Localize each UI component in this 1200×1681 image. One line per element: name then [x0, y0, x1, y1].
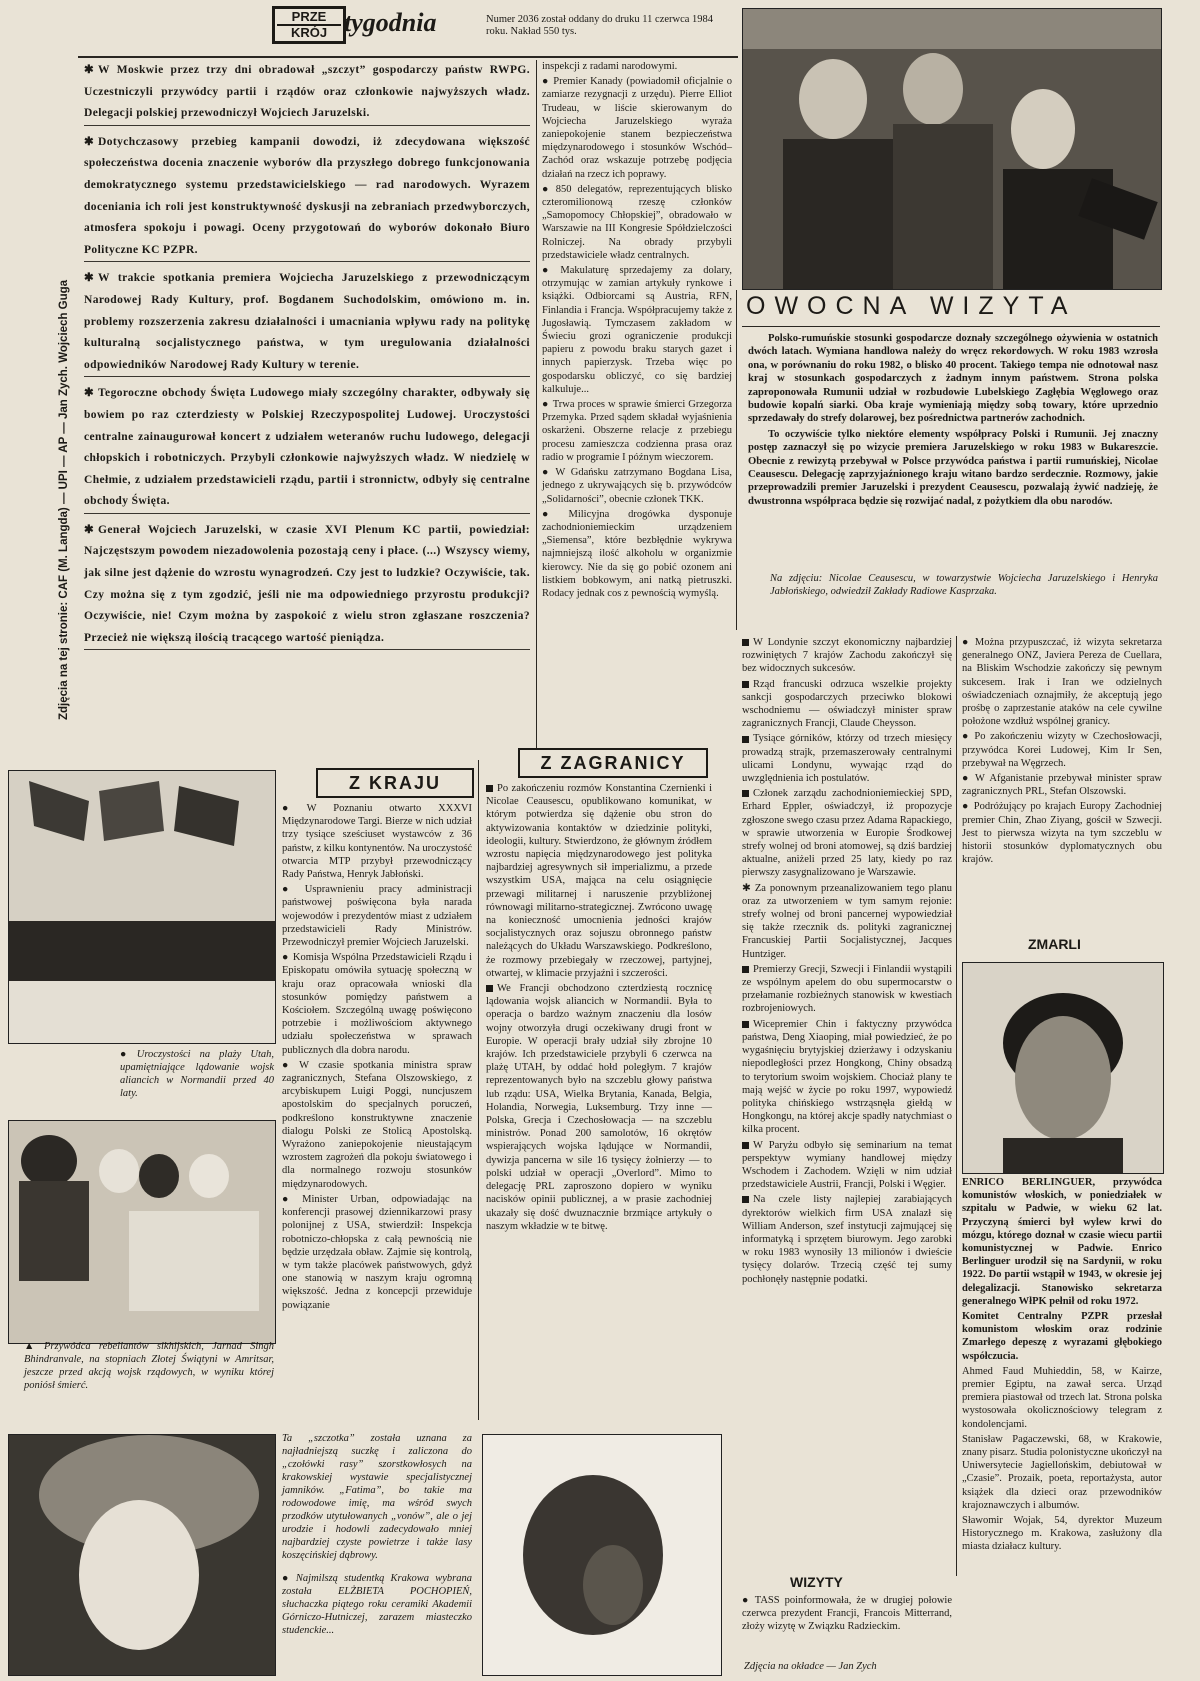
owocna-photo-caption: Na zdjęciu: Nicolae Ceausescu, w towarzystwie Wojciecha Jaruzelskiego i Henryka Jabłońskiego, odwiedził Zakłady Radiowe Kasprzaka. — [770, 573, 1158, 597]
masthead-rule — [78, 56, 738, 58]
lead-item: ✱ Dotychczasowy przebieg kampanii dowodzi, iż zdecydowana większość społeczeństwa docenia znaczenie wyborów dla przyszłego dobrego funkcjonowania demokratycznego systemu przedstawicielskiego — rad narodowych. Wyrazem doceniania ich roli jest konstruktywność dyskusji na zebraniach przedwyborczych, atmosfera spokoju i powagi. Oceny przygotowań do wyborów dokonało Biuro Polityczne KC PZPR. — [84, 132, 530, 263]
owocna-wizyta-title: OWOCNA WIZYTA — [746, 292, 1077, 320]
z-zagranicy-item: Wicepremier Chin i faktyczny przywódca państwa, Deng Xiaoping, miał powiedzieć, że po wygaśnięciu brytyjskiej dzierżawy i odzyskaniu niepodległości przez Hongkong, Chiny obsadzą to terytorium swoim wojskiem. Chociaż plany te mają wejść w życie po roku 1997, wypowiedź polityka chińskiego wstrząsnęła giełdą w Hongkongu, na której akcje spadły natychmiast o kilka procent. — [742, 1018, 952, 1136]
middle-news-item: ● Trwa proces w sprawie śmierci Grzegorza Przemyka. Przed sądem składał wyjaśnienia oskarżeni. Obszerne relacje z przebiegu procesu zamieszcza codzienna prasa oraz radio w programie I późnym wieczorem. — [542, 399, 732, 463]
z-zagranicy-item: Tysiące górników, którzy od trzech miesięcy prowadzą strajk, przemaszerowały centralnymi ulicami Londynu, wywając rząd do uwzględnienia ich postulatów. — [742, 733, 952, 785]
z-kraju-item: ● Minister Urban, odpowiadając na konferencji prasowej dziennikarzowi prasy polonijnej z USA, stwierdził: Inspekcja robotniczo-chłopska z całą pewnością nie będzie urzędzała obław. Zajmie się kontrolą, w tym także placówek państwowych, gdyż one stanowią w naszym kraju ogromną większość. Jedna z koncepcji przewiduje powiązanie — [282, 1193, 472, 1311]
student-caption: ● Najmilszą studentką Krakowa wybrana została ELŻBIETA POCHOPIEŃ, słuchaczka piątego roku ceramiki Akademii Górniczo-Hutniczej, zarazem miasteczko studenckie... — [282, 1573, 473, 1636]
lead-item: ✱ Tegoroczne obchody Święta Ludowego miały szczególny charakter, odbywały się bowiem po raz czterdziesty w Polskiej Rzeczypospolitej Ludowej. Uroczystości centralne zainaugurował koncert z udziałem weteranów ruchu ludowego, delegacji chłopskich i robotniczych. Przybyli członkowie najwyższych władz. W niedzielę w Chełmie, z udziałem przedstawicieli rządu, partii i stronnictw, odbyły się centralne obchody Święta. — [84, 383, 530, 514]
zmarli-item: Ahmed Faud Muhieddin, 58, w Kairze, premier Egiptu, na zawał serca. Urząd premiera piastował od trzech lat. Strona polska wystosowała okolicznościowy telegram z kondolencjami. — [962, 1365, 1162, 1430]
wizyty-item: ● TASS poinformowała, że w drugiej połowie czerwca prezydent Francji, Francois Mitterrand, złoży wizytę w Związku Radzieckim. — [742, 1595, 952, 1633]
owocna-rule — [742, 326, 1160, 327]
dog-caption: Ta „szczotka” została uznana za najładniejszą suczkę i zaliczona do „czołówki rasy” szorstkowłosych na krakowskiej wystawie specjalistycznej jamników. „Fatima”, bo takie ma rodowodowe imię, ma wśród swych przodków utytułowanych „vonów”, ale o jej urodzie i hodowli zadecydowało mniej najbardziej czyste powietrze i także lasy koszęcińskiej dąbrowy. — [282, 1433, 472, 1561]
middle-news-item: ● W Gdańsku zatrzymano Bogdana Lisa, jednego z ukrywających się b. przywódców „Solidarności”, obecnie członek TKK. — [542, 467, 732, 505]
zmarli-item: Stanisław Pagaczewski, 68, w Krakowie, znany pisarz. Studia polonistyczne ukończył na Uniwersytecie Jagiellońskim, debiutował w „Czasie”. Prozaik, poeta, reportażysta, autor książek dla dzieci oraz przewodników krajoznawczych i albumów. — [962, 1433, 1162, 1511]
owocna-paragraph: To oczywiście tylko niektóre elementy współpracy Polski i Rumunii. Jej znaczny postęp zaznaczył się po wizycie premiera Jaruzelskiego w roku 1983 w Bukareszcie. Obecnie z rewizytą przebywał w Polsce przywódca państwa i partii rumuńskiej, Nicolae Ceausescu. Delegację zaprzyjaźnionego kraju witano bardzo serdecznie. Rozmowy, jakie przeprowadzili premier Jaruzelski i prezydent Ceausescu, pozwalają żywić nadzieję, że dwustronna współpraca będzie się rozwijać nadal, z pożytkiem dla obu narodów. — [748, 428, 1158, 507]
z-zagranicy-col3 — [962, 636, 1162, 868]
z-zagranicy-item: Premierzy Grecji, Szwecji i Finlandii wystąpili ze wspólnym apelem do obu supermocarstw o przełamanie rozbieżnych stanowisk w kwestiach rozbrojeniowych. — [742, 963, 952, 1015]
lead-item: ✱ Generał Wojciech Jaruzelski, w czasie XVI Plenum KC partii, powiedział: Najczęstszym powodem niezadowolenia pozostają ceny i płace. (...) Wszyscy wiemy, jak silne jest dążenie do wzrostu wynagrodzeń. Czy jest to ludzkie? Oczywiście, tak. Czy można się z tym zgodzić, jeśli nie ma odpowiedniego przyrostu produkcji? Oczywiście, nie! Czym można by zaspokoić z wielu stron zgłaszane roszczenia? Przecież nie większą ilością tracącego wartość pieniądza. — [84, 520, 530, 651]
lead-items — [84, 60, 530, 656]
sikh-caption: ▲ Przywódca rebeliantów sikhijskich, Jarnad Singh Bhindranvale, na stopniach Złotej Świątyni w Amritsar, jeszcze przed akcją wojsk rządowych, w wyniku której poniósł śmierć. — [24, 1341, 274, 1391]
z-kraju-item: ● Usprawnieniu pracy administracji państwowej poświęcona była narada wojewodów i prezydentów miast z udziałem przedstawicieli Rady Ministrów. Przewodniczył premier Wojciech Jaruzelski. — [282, 884, 472, 949]
middle-news-item: ● 850 delegatów, reprezentujących blisko czteromilionową rzeszę członków „Samopomocy Chłopskiej”, obradowało w Warszawie na III Kongresie Spółdzielczości Rolniczej. Na obrady przybyli przedstawiciele władz centralnych. — [542, 183, 732, 261]
column-rule — [536, 60, 537, 750]
lead-item: ✱ W trakcie spotkania premiera Wojciecha Jaruzelskiego z przewodniczącym Narodowej Rady Kultury, prof. Bogdanem Suchodolskim, omówiono m. in. problemy rozszerzenia zakresu działalności i umacniania wpływu rady na politykę kulturalną socjalistycznego państwa, w tym uregulowania działalności odpowiedników Narodowej Rady Kultury w terenie. — [84, 268, 530, 377]
z-zagranicy-col2 — [742, 636, 952, 1288]
zmarli-item: Komitet Centralny PZPR przesłał komunistom włoskim oraz rodzinie Zmarłego depeszę z wyrazami głębokiego współczucia. — [962, 1311, 1162, 1362]
lead-item: ✱ W Moskwie przez trzy dni obradował „szczyt” gospodarczy państw RWPG. Uczestniczyli przywódcy partii i rządów oraz członkowie najwyższych władz. Delegacji polskiej przewodniczył Wojciech Jaruzelski. — [84, 60, 530, 126]
z-zagranicy-item: ● Po zakończeniu wizyty w Czechosłowacji, przywódca Korei Ludowej, Kim Ir Sen, przebywał na Węgrzech. — [962, 731, 1163, 769]
section-title: tygodnia — [344, 8, 437, 37]
z-kraju-item: ● W Poznaniu otwarto XXXVI Międzynarodowe Targi. Bierze w nich udział trzy tysiące sześciuset wystawców z 36 państw, z kilku kontynentów. Na uroczystość otwarcia MTP przybył przewodniczący Rady Państwa, Henryk Jabłoński. — [282, 803, 473, 881]
z-kraju-column — [282, 802, 472, 1314]
wizyty-title: WIZYTY — [790, 1574, 843, 1590]
middle-news-item: ● Milicyjna drogówka dysponuje zachodnioniemieckim urządzeniem „Siemensa”, które bezbłędnie wykrywa najmniejszą ilość alkoholu w organizmie kierowcy. Nie da się go pobić ozonem ani listkiem bobkowym, ani natką pietruszki. Rodacy jednak cos z pewnością wymyślą. — [542, 508, 732, 599]
zmarli-item: ENRICO BERLINGUER, przywódca komunistów włoskich, w poniedziałek w szpitalu w Padwie, w wieku 62 lat. Przyczyną śmierci był wylew krwi do mózgu, którego doznał w czasie wiecu partii komunistycznej w Padwie. Enrico Berlinguer urodził się na Sardynii, w roku 1922. Do partii wstąpił w 1943, w okresie jej delegalizacji. Stanowisko sekretarza generalnego WłPK pełnił od roku 1972. — [962, 1177, 1162, 1307]
z-zagranicy-item: W Londynie szczyt ekonomiczny najbardziej rozwiniętych 7 krajów Zachodu zakończył się bez widocznych sukcesów. — [742, 637, 952, 675]
z-zagranicy-item: ✱ Za ponownym przeanalizowaniem tego planu oraz za utworzeniem w tym samym rejonie: strefy wolnej od broni pancernej wypowiedział się także rzecznik ds. polityki zagranicznej Francuskiej Partii Socjalistycznej, Jacques Huntziger. — [742, 882, 952, 960]
side-photo-credits: Zdjęcia na tej stronie: CAF (M. Langda) — UPI — AP — Jan Zych. Wojciech Guga — [58, 279, 70, 720]
column-rule — [478, 760, 479, 1420]
middle-news-item: inspekcji z radami narodowymi. — [542, 61, 678, 72]
footer-credit: Zdjęcia na okładce — Jan Zych — [744, 1661, 877, 1672]
logo-bottom: KRÓJ — [290, 25, 328, 40]
logo-top: PRZE — [277, 10, 341, 26]
print-notice: Numer 2036 został oddany do druku 11 czerwca 1984 roku. Nakład 550 tys. — [486, 14, 714, 37]
middle-news-item: ● Makulaturę sprzedajemy za dolary, otrzymując w zamian artykuły rynkowe i książki. Odbiorcami są Austria, RFN, Finlandia i Francja. Współpracujemy także z Jugosławią. Tymczasem zakładom w Świeciu grozi ograniczenie produkcji papieru z powodu braku starych gazet i innych papierzysk. Trzeba więc po gospodarsku obliczyć, co się bardziej kalkuluje... — [542, 265, 733, 395]
z-zagranicy-item: We Francji obchodzono czterdziestą rocznicę lądowania wojsk aliancich w Normandii. Była to operacja o bardzo ważnym znaczeniu dla losów wojny otworzyła drugi oczekiwany drugi front w Europie. W operacji brały udział siły zbrojne 10 krajów. Ich przedstawiciele przybyli 6 czerwca na plażę UTAH, by oddać hołd poległym. 7 krajów reprezentowanych było na szczeblu głowy państwa lub rządu: USA, Wielka Brytania, Kanada, Belgia, Holandia, Norwegia, Luksemburg. Trzy inne — Polska, Grecja i Czechosłowacja — na szczeblu ministrów. Ponad 200 samolotów, 16 okrętów wspierających wojska lądujące w Normandii, dywizja pancerna w sile 16 tysięcy żołnierzy — to polski udział w operacji „Overlord”. Mimo to delegację PRL zaproszono dopiero w wyniku nacisków opinii publicznej, a w prasie zachodniej ukazały się dość dwuznacznie brzmiące artykuły o naszym wkładzie w te bitwę. — [486, 983, 712, 1232]
photo-utah-beach — [8, 770, 276, 1044]
z-zagranicy-item: Na czele listy najlepiej zarabiających dyrektorów wielkich firm USA znalazł się William Anderson, szef instytucji zajmującej się informatyką i sprzętem biurowym. Jego zarobki w roku 1983 wynosiły 13 milionów i dwieście tysięcy dolarów. Trzecią część tej sumy pochłonęły następnie podatki. — [742, 1194, 952, 1285]
owocna-paragraph: Polsko-rumuńskie stosunki gospodarcze doznały szczególnego ożywienia w ostatnich dwóch latach. Wymiana handlowa należy do wręcz rekordowych. W roku 1983 wzrosła ona, w porównaniu do roku 1982, o blisko 40 procent. Takiego tempa nie odnotował nasz kraj w stosunkach gospodarczych z żadnym innym państwem. Strona polska zaproponowała Rumunii udział w rozbudowie Lubelskiego Zagłębia Węglowego oraz budowie kopalń siarki. Oba kraje wymieniają między sobą towary, które uprzednio sprzedawały do strefy dolarowej, bez pośrednictwa partnerów zachodnich. — [748, 333, 1158, 425]
photo-student — [8, 1434, 276, 1676]
zmarli-title: ZMARLI — [1028, 936, 1081, 952]
z-kraju-item: ● Komisja Wspólna Przedstawicieli Rządu i Episkopatu omówiła sytuację społeczną w kraju oraz opracowała wnioski dla stosunków pomiędzy państwem a Kościołem. Szczególną uwagę poświęcono potrzebie i możliwościom aktywnego udziału społeczeństwa w sprawach publicznych dla dobra narodu. — [282, 952, 472, 1056]
owocna-wizyta-text — [748, 332, 1158, 510]
z-kraju-item: ● W czasie spotkania ministra spraw zagranicznych, Stefana Olszowskiego, z arcybiskupem Luigi Poggi, nuncjuszem apostolskim do specjalnych poruczeń, podkreślono konstruktywne znaczenie dialogu Polski ze Stolicą Apostolską. Wyrażono zaniepokojenie nieustającym wzrostem zagrożeń dla pokoju światowego i dla normalnego rozwoju stosunków międzynarodowych. — [282, 1059, 472, 1190]
z-zagranicy-item: ● Można przypuszczać, iż wizyta sekretarza generalnego ONZ, Javiera Pereza de Cuellara, na Bliskim Wschodzie zakończy się pewnym sukcesem. Irak i Iran we odzielnych oświadczeniach oznajmiły, że akceptują jego prośbę o zaprzestanie ataków na cele cywilne położone wzdłuż wspólnej granicy. — [962, 637, 1162, 728]
z-zagranicy-item: Członek zarządu zachodnioniemieckiej SPD, Erhard Eppler, oświadczył, iż propozycje zgłoszone swego czasu przez Adama Rapackiego, w sprawie utworzenia w Europie Środkowej strefy wolnej od broni atomowej, są dziś bardziej aktualne, aniżeli przed 25 laty, kiedy po raz pierwszy zasygnalizowano je Warszawie. — [742, 788, 952, 879]
photo-sikh-leader — [8, 1120, 276, 1344]
middle-news-item: ● Premier Kanady (powiadomił oficjalnie o zamiarze rezygnacji z urzędu). Pierre Elliot Trudeau, w liście skierowanym do Wojciecha Jaruzelskiego wyraża zaniepokojenie stanem bezpieczeństwa międzynarodowego i stosunków Wschód–Zachód oraz wskazuje potrzebę podjęcia działań na rzecz ich poprawy. — [542, 76, 733, 180]
column-rule — [956, 636, 957, 1576]
z-zagranicy-item: Po zakończeniu rozmów Konstantina Czernienki i Nicolae Ceausescu, opublikowano komunikat, w którym potwierdza się dążenie obu stron do aktywizowania kontaktów w dziedzinie polityki, ideologii, kultury. Stwierdzono, że głównym źródłem wzrostu napięcia międzynarodowego jest polityka najbardziej agresywnych sił imperializmu, a przede wszystkim USA, mająca na celu osiągnięcie przewagi militarnej i naruszenie przybliżonej równowagi militarno-strategicznej. Zwrócono uwagę na konieczność umocnienia jedności krajów socjalistycznych oraz sojuszu obronnego państw należących do Układu Warszawskiego. Podkreślono, że rozmowy przebiegały w rzeczowej, partyjnej, otwartej, w klimacie przyjaźni i szczerości. — [486, 783, 712, 979]
photo-berlinguer — [962, 962, 1164, 1174]
middle-news-column — [542, 60, 732, 602]
z-zagranicy-item: ● Podróżujący po krajach Europy Zachodniej premier Chin, Zhao Ziyang, gościł w Szwecji. Jest to pierwsza wizyta na tym szczeblu w historii stosunków dyplomatycznych obu krajów. — [962, 801, 1163, 866]
magazine-logo — [272, 6, 346, 44]
z-zagranicy-item: Rząd francuski odrzuca wszelkie projekty sankcji gospodarczych przeciwko blokowi wschodniemu — oświadczył minister spraw zagranicznych Francji, Claude Cheysson. — [742, 678, 952, 730]
z-zagranicy-title: Z ZAGRANICY — [518, 748, 708, 778]
column-rule — [736, 290, 737, 630]
photo-ceausescu-visit — [742, 8, 1162, 290]
z-zagranicy-item: W Paryżu odbyło się seminarium na temat perspektyw wymiany handlowej między Wschodem i Zachodem. Wzięli w nim udział przedstawiciele Austrii, Francji, Polski i Węgier. — [742, 1139, 952, 1191]
utah-caption: ● Uroczystości na plaży Utah, upamiętniające lądowanie wojsk aliancich w Normandii przed 40 laty. — [120, 1049, 274, 1099]
z-zagranicy-col1 — [486, 782, 712, 1235]
zmarli-column — [962, 1176, 1162, 1556]
photo-dachshund — [482, 1434, 722, 1676]
z-kraju-title: Z KRAJU — [316, 768, 474, 798]
z-zagranicy-item: ● W Afganistanie przebywał minister spraw zagranicznych PRL, Stefan Olszowski. — [962, 773, 1163, 798]
zmarli-item: Sławomir Wojak, 54, dyrektor Muzeum Historycznego m. Krakowa, zasłużony dla miasta działacz kultury. — [962, 1515, 1162, 1553]
